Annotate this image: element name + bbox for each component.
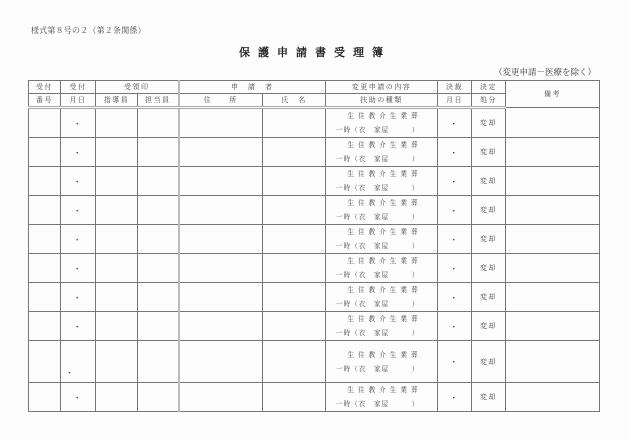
receipt-date-cell[interactable]: ・ [61,138,96,167]
name-cell[interactable] [263,283,326,312]
table-row [29,167,600,196]
decision-cell[interactable]: 変却 [472,254,506,283]
aid-type-cell[interactable]: 生住教介生業葬 一時（衣 家屋 ） [326,196,438,225]
remarks-cell[interactable] [506,341,600,383]
receipt-no-cell[interactable] [29,283,61,312]
header-decision-2: 処分 [472,94,506,108]
remarks-cell[interactable] [506,254,600,283]
aid-type-cell[interactable]: 生住教介生業葬 一時（衣 家屋 ） [326,108,438,138]
register-table [28,80,600,412]
header-applicant: 申 請 者 [179,81,326,94]
form-identifier: 様式第８号の２（第２条関係） [31,26,146,35]
header-receipt-no-2: 番号 [29,94,61,108]
decision-date-cell[interactable]: ・ [438,196,472,225]
address-cell[interactable] [179,108,263,138]
decision-date-cell[interactable]: ・ [438,254,472,283]
decision-date-cell[interactable]: ・ [438,283,472,312]
aid-type-cell[interactable]: 生住教介生業葬 一時（衣 家屋 ） [326,283,438,312]
receipt-date-cell[interactable]: ・ [61,167,96,196]
table-row [29,254,600,283]
scope-note: （変更申請－医療を除く） [493,68,596,78]
receipt-date-cell[interactable]: ・ [61,196,96,225]
receipt-no-cell[interactable] [29,196,61,225]
decision-cell[interactable]: 変却 [472,108,506,138]
remarks-cell[interactable] [506,108,600,138]
caseworker-seal-cell[interactable] [138,108,179,138]
instructor-seal-cell[interactable] [96,225,138,254]
caseworker-seal-cell[interactable] [138,312,179,341]
address-cell[interactable] [179,283,263,312]
header-seal-instructor: 指導員 [96,94,138,108]
remarks-cell[interactable] [506,283,600,312]
table-row [29,108,600,138]
aid-type-cell[interactable]: 生住教介生業葬 一時（衣 家屋 ） [326,341,438,383]
name-cell[interactable] [263,341,326,383]
caseworker-seal-cell[interactable] [138,167,179,196]
header-address: 住 所 [179,94,263,108]
receipt-date-cell[interactable]: ・ [61,341,96,383]
name-cell[interactable] [263,196,326,225]
address-cell[interactable] [179,341,263,383]
decision-date-cell[interactable]: ・ [438,167,472,196]
header-seal-caseworker: 担当員 [138,94,179,108]
decision-date-cell[interactable]: ・ [438,312,472,341]
aid-type-cell[interactable]: 生住教介生業葬 一時（衣 家屋 ） [326,138,438,167]
receipt-no-cell[interactable] [29,341,61,383]
aid-type-cell[interactable]: 生住教介生業葬 一時（衣 家屋 ） [326,383,438,412]
header-change-content: 変更申請の内容 [326,81,438,94]
name-cell[interactable] [263,225,326,254]
receipt-date-cell[interactable]: ・ [61,225,96,254]
decision-cell[interactable]: 変却 [472,341,506,383]
receipt-date-cell[interactable]: ・ [61,254,96,283]
receipt-no-cell[interactable] [29,383,61,412]
remarks-cell[interactable] [506,167,600,196]
instructor-seal-cell[interactable] [96,283,138,312]
address-cell[interactable] [179,167,263,196]
remarks-cell[interactable] [506,312,600,341]
caseworker-seal-cell[interactable] [138,341,179,383]
instructor-seal-cell[interactable] [96,108,138,138]
address-cell[interactable] [179,138,263,167]
instructor-seal-cell[interactable] [96,254,138,283]
receipt-no-cell[interactable] [29,312,61,341]
decision-cell[interactable]: 変却 [472,167,506,196]
table-row [29,383,600,412]
instructor-seal-cell[interactable] [96,312,138,341]
header-decision-date-2: 月日 [438,94,472,108]
header-aid-type: 扶助の種類 [326,94,438,108]
decision-cell[interactable]: 変却 [472,383,506,412]
caseworker-seal-cell[interactable] [138,225,179,254]
decision-cell[interactable]: 変却 [472,312,506,341]
instructor-seal-cell[interactable] [96,138,138,167]
decision-date-cell[interactable]: ・ [438,341,472,383]
table-row [29,341,600,383]
header-receipt-no: 受付 [29,81,61,94]
page-title: 保護申請書受理簿 [239,46,391,59]
receipt-no-cell[interactable] [29,254,61,283]
address-cell[interactable] [179,196,263,225]
name-cell[interactable] [263,312,326,341]
decision-cell[interactable]: 変却 [472,138,506,167]
decision-cell[interactable]: 変却 [472,196,506,225]
remarks-cell[interactable] [506,225,600,254]
remarks-cell[interactable] [506,196,600,225]
address-cell[interactable] [179,225,263,254]
aid-type-cell[interactable]: 生住教介生業葬 一時（衣 家屋 ） [326,167,438,196]
name-cell[interactable] [263,138,326,167]
receipt-no-cell[interactable] [29,108,61,138]
table-row [29,312,600,341]
instructor-seal-cell[interactable] [96,167,138,196]
aid-type-cell[interactable]: 生住教介生業葬 一時（衣 家屋 ） [326,225,438,254]
header-receipt-date-2: 月日 [61,94,96,108]
name-cell[interactable] [263,108,326,138]
header-remarks: 備考 [506,81,600,108]
receipt-no-cell[interactable] [29,225,61,254]
header-receipt-date: 受付 [61,81,96,94]
remarks-cell[interactable] [506,138,600,167]
aid-type-cell[interactable]: 生住教介生業葬 一時（衣 家屋 ） [326,254,438,283]
remarks-cell[interactable] [506,383,600,412]
header-decision: 決定 [472,81,506,94]
caseworker-seal-cell[interactable] [138,196,179,225]
decision-cell[interactable]: 変却 [472,283,506,312]
receipt-date-cell[interactable]: ・ [61,108,96,138]
address-cell[interactable] [179,383,263,412]
decision-date-cell[interactable]: ・ [438,108,472,138]
decision-date-cell[interactable]: ・ [438,383,472,412]
receipt-no-cell[interactable] [29,167,61,196]
instructor-seal-cell[interactable] [96,383,138,412]
table-row [29,225,600,254]
header-decision-date: 決裁 [438,81,472,94]
caseworker-seal-cell[interactable] [138,383,179,412]
receipt-date-cell[interactable]: ・ [61,383,96,412]
receipt-date-cell[interactable]: ・ [61,312,96,341]
receipt-date-cell[interactable]: ・ [61,283,96,312]
aid-type-cell[interactable]: 生住教介生業葬 一時（衣 家屋 ） [326,312,438,341]
decision-date-cell[interactable]: ・ [438,225,472,254]
caseworker-seal-cell[interactable] [138,254,179,283]
header-name: 氏 名 [263,94,326,108]
name-cell[interactable] [263,254,326,283]
table-row [29,196,600,225]
caseworker-seal-cell[interactable] [138,138,179,167]
receipt-no-cell[interactable] [29,138,61,167]
address-cell[interactable] [179,312,263,341]
caseworker-seal-cell[interactable] [138,283,179,312]
instructor-seal-cell[interactable] [96,196,138,225]
decision-date-cell[interactable]: ・ [438,138,472,167]
decision-cell[interactable]: 変却 [472,225,506,254]
name-cell[interactable] [263,167,326,196]
address-cell[interactable] [179,254,263,283]
name-cell[interactable] [263,383,326,412]
table-row [29,138,600,167]
header-seal: 受領印 [96,81,179,94]
table-row [29,283,600,312]
instructor-seal-cell[interactable] [96,341,138,383]
